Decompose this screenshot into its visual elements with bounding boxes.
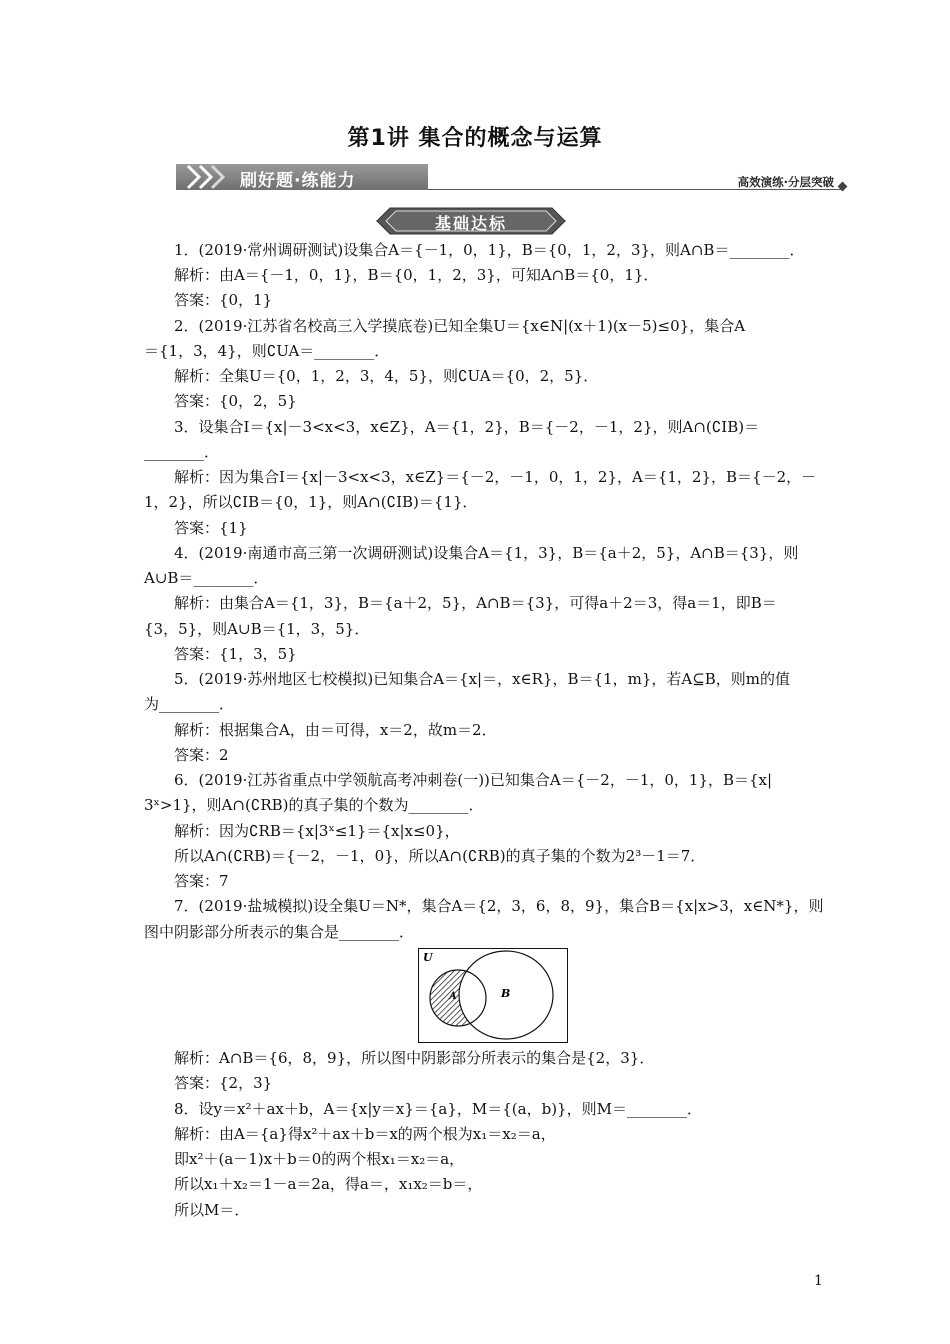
set-a-label: A — [449, 991, 457, 1002]
text-line: 2．(2019·江苏省名校高三入学摸底卷)已知全集U＝{x∈N|(x＋1)(x－5)≤0}，集合A — [174, 317, 746, 335]
text-line: 3ˣ>1}，则A∩(∁RB)的真子集的个数为________． — [144, 796, 484, 814]
text-line: A∪B＝________． — [144, 569, 269, 587]
text-line: 5．(2019·苏州地区七校模拟)已知集合A＝{x|＝，x∈R}，B＝{1，m}，若A⊆B，则m的值 — [174, 670, 791, 688]
text-line: ＝{1，3，4}，则∁UA＝________． — [144, 342, 390, 360]
section-label: 基础达标 — [434, 214, 507, 233]
text-line: 解析：由集合A＝{1，3}，B＝{a＋2，5}，A∩B＝{3}，可得a＋2＝3，得a＝1，即B＝ — [174, 594, 777, 612]
text-line: 所以M＝． — [174, 1201, 250, 1219]
text-line: ________． — [144, 443, 220, 461]
text-line: 解析：因为集合I＝{x|－3<x<3，x∈Z}＝{－2，－1，0，1，2}，A＝{1，2}，B＝{－2，－ — [174, 468, 817, 486]
text-line: 解析：A∩B＝{6，8，9}，所以图中阴影部分所表示的集合是{2，3}． — [174, 1049, 655, 1067]
set-b-label: B — [501, 987, 511, 1000]
text-line: 解析：根据集合A，由＝可得，x＝2，故m＝2． — [174, 721, 497, 739]
text-line: 解析：全集U＝{0，1，2，3，4，5}，则∁UA＝{0，2，5}． — [174, 367, 599, 385]
text-line: {3，5}，则A∪B＝{1，3，5}． — [144, 620, 370, 638]
text-line: 解析：因为∁RB＝{x|3ˣ≤1}＝{x|x≤0}， — [174, 822, 460, 840]
venn-figure — [419, 949, 567, 1042]
text-line: 答案：{2，3} — [174, 1074, 273, 1092]
universe-label: U — [423, 951, 433, 964]
page-title: 第1讲 集合的概念与运算 — [347, 126, 603, 151]
text-line: 答案：2 — [174, 746, 229, 764]
section-banner — [176, 158, 848, 194]
text-line: 所以A∩(∁RB)＝{－2，－1，0}，所以A∩(∁RB)的真子集的个数为2³－1＝7． — [174, 847, 706, 865]
text-line: 答案：{0，2，5} — [174, 392, 297, 410]
text-line: 答案：7 — [174, 872, 229, 890]
text-line: 3．设集合I＝{x|－3<x<3，x∈Z}，A＝{1，2}，B＝{－2，－1，2}，则A∩(∁IB)＝ — [174, 418, 760, 436]
text-line: 解析：由A＝{－1，0，1}，B＝{0，1，2，3}，可知A∩B＝{0，1}． — [174, 266, 659, 284]
text-line: 1，2}，所以∁IB＝{0，1}，则A∩(∁IB)＝{1}． — [144, 493, 478, 511]
venn-diagram — [418, 948, 568, 1043]
text-line: 1．(2019·常州调研测试)设集合A＝{－1，0，1}，B＝{0，1，2，3}，则A∩B＝________． — [174, 241, 805, 259]
banner-subtitle: 高效演练·分层突破 — [737, 175, 834, 189]
text-line: 8．设y＝x²＋ax＋b，A＝{x|y＝x}＝{a}，M＝{(a，b)}，则M＝________． — [174, 1100, 702, 1118]
text-line: 4．(2019·南通市高三第一次调研测试)设集合A＝{1，3}，B＝{a＋2，5}，A∩B＝{3}，则 — [174, 544, 799, 562]
text-line: 为________． — [144, 695, 235, 713]
text-line: 答案：{0，1} — [174, 291, 273, 309]
text-line: 解析：由A＝{a}得x²＋ax＋b＝x的两个根为x₁＝x₂＝a， — [174, 1125, 556, 1143]
text-line: 所以x₁＋x₂＝1－a＝2a，得a＝，x₁x₂＝b＝， — [174, 1175, 483, 1193]
section-header — [376, 207, 566, 235]
page-number: 1 — [814, 1273, 823, 1289]
text-line: 答案：{1} — [174, 519, 248, 537]
banner-title: 刷好题·练能力 — [240, 171, 356, 191]
text-line: 答案：{1，3，5} — [174, 645, 297, 663]
text-line: 6．(2019·江苏省重点中学领航高考冲刺卷(一))已知集合A＝{－2，－1，0，1}，B＝{x| — [174, 771, 773, 789]
chevron-arrows-icon — [184, 164, 232, 190]
text-line: 图中阴影部分所表示的集合是________． — [144, 923, 415, 941]
text-line: 7．(2019·盐城模拟)设全集U＝N*，集合A＝{2，3，6，8，9}，集合B＝{x|x>3，x∈N*}，则 — [174, 897, 824, 915]
text-line: 即x²＋(a－1)x＋b＝0的两个根x₁＝x₂＝a， — [174, 1150, 465, 1168]
